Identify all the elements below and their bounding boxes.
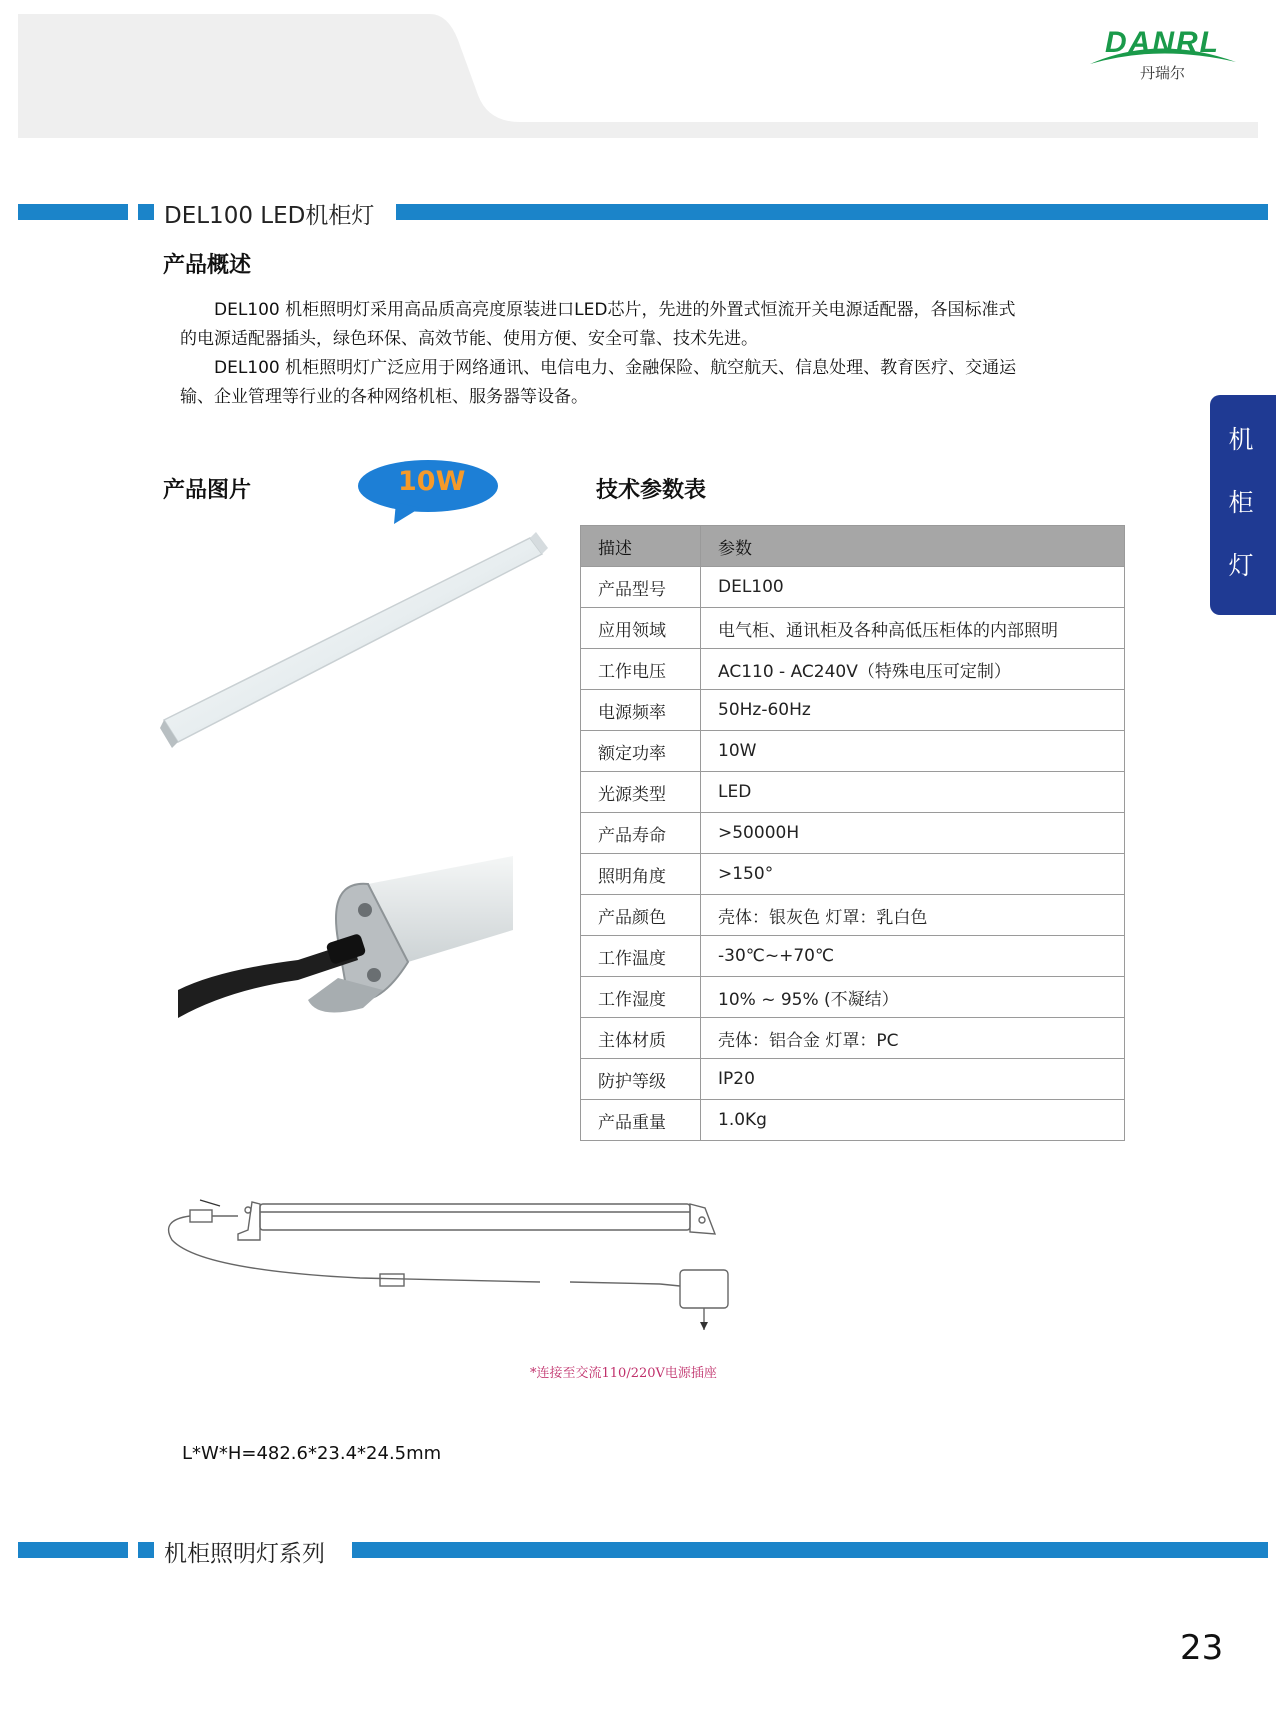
spec-value: 1.0Kg (701, 1100, 1125, 1141)
product-endcap-image (178, 850, 518, 1030)
footer-section-title: 机柜照明灯系列 (164, 1541, 325, 1567)
side-tab-char-1: 机 (1228, 425, 1254, 454)
section-title: DEL100 LED机柜灯 (164, 203, 375, 229)
section-bar-series (18, 1535, 1268, 1565)
spec-value: DEL100 (701, 567, 1125, 608)
spec-table-header (581, 526, 1125, 567)
spec-label: 产品型号 (581, 567, 701, 608)
spec-header-description: 描述 (581, 526, 701, 567)
overview-para1-line1: DEL100 机柜照明灯采用高品质高亮度原装进口LED芯片，先进的外置式恒流开关电源适配器，各国标准式 (214, 300, 1016, 320)
side-tab-char-3: 灯 (1228, 551, 1254, 580)
table-row (581, 567, 1125, 608)
spec-value: LED (701, 772, 1125, 813)
table-row (581, 731, 1125, 772)
spec-label: 产品重量 (581, 1100, 701, 1141)
side-tab-char-2: 柜 (1228, 488, 1254, 517)
table-row (581, 1100, 1125, 1141)
table-row (581, 936, 1125, 977)
product-tube-image (160, 530, 550, 750)
spec-label: 光源类型 (581, 772, 701, 813)
table-row (581, 813, 1125, 854)
table-row (581, 1059, 1125, 1100)
spec-value: >50000H (701, 813, 1125, 854)
table-row (581, 854, 1125, 895)
spec-label: 应用领域 (581, 608, 701, 649)
side-tab (1210, 395, 1276, 615)
spec-value: >150° (701, 854, 1125, 895)
power-badge: 10W (398, 466, 466, 497)
wiring-diagram (160, 1190, 780, 1350)
overview-para1-line2: 的电源适配器插头，绿色环保、高效节能、使用方便、安全可靠、技术先进。 (180, 329, 758, 349)
brand-subtext: 丹瑞尔 (1140, 64, 1186, 82)
spec-value: 电气柜、通讯柜及各种高低压柜体的内部照明 (701, 608, 1125, 649)
spec-table (580, 525, 1125, 1141)
spec-value: 50Hz-60Hz (701, 690, 1125, 731)
spec-label: 工作温度 (581, 936, 701, 977)
header-band (0, 0, 1276, 150)
spec-label: 工作电压 (581, 649, 701, 690)
product-image-heading: 产品图片 (163, 478, 252, 503)
table-row (581, 649, 1125, 690)
spec-label: 照明角度 (581, 854, 701, 895)
spec-label: 产品颜色 (581, 895, 701, 936)
table-row (581, 772, 1125, 813)
wiring-note: *连接至交流110/220V电源插座 (530, 1366, 717, 1381)
spec-value: 壳体：铝合金 灯罩：PC (701, 1018, 1125, 1059)
spec-label: 电源频率 (581, 690, 701, 731)
overview-para2-line1: DEL100 机柜照明灯广泛应用于网络通讯、电信电力、金融保险、航空航天、信息处理、教育医疗、交通运 (214, 358, 1017, 378)
spec-label: 额定功率 (581, 731, 701, 772)
section-bar-product (18, 197, 1268, 227)
spec-value: 10% ~ 95% (不凝结） (701, 977, 1125, 1018)
table-row (581, 690, 1125, 731)
overview-text (180, 296, 1110, 412)
table-row (581, 608, 1125, 649)
spec-value: AC110 - AC240V（特殊电压可定制） (701, 649, 1125, 690)
spec-value: IP20 (701, 1059, 1125, 1100)
spec-header-parameter: 参数 (701, 526, 1125, 567)
table-row (581, 895, 1125, 936)
spec-value: 壳体：银灰色 灯罩：乳白色 (701, 895, 1125, 936)
spec-value: -30℃~+70℃ (701, 936, 1125, 977)
spec-label: 防护等级 (581, 1059, 701, 1100)
brand-logo: DANRL (1105, 26, 1220, 59)
spec-label: 工作湿度 (581, 977, 701, 1018)
dimensions-text: L*W*H=482.6*23.4*24.5mm (182, 1443, 442, 1464)
spec-heading: 技术参数表 (596, 478, 707, 503)
spec-label: 主体材质 (581, 1018, 701, 1059)
table-row (581, 1018, 1125, 1059)
page-number: 23 (1180, 1628, 1224, 1668)
table-row (581, 977, 1125, 1018)
overview-heading: 产品概述 (163, 253, 252, 278)
spec-label: 产品寿命 (581, 813, 701, 854)
spec-value: 10W (701, 731, 1125, 772)
overview-para2-line2: 输、企业管理等行业的各种网络机柜、服务器等设备。 (180, 387, 588, 407)
